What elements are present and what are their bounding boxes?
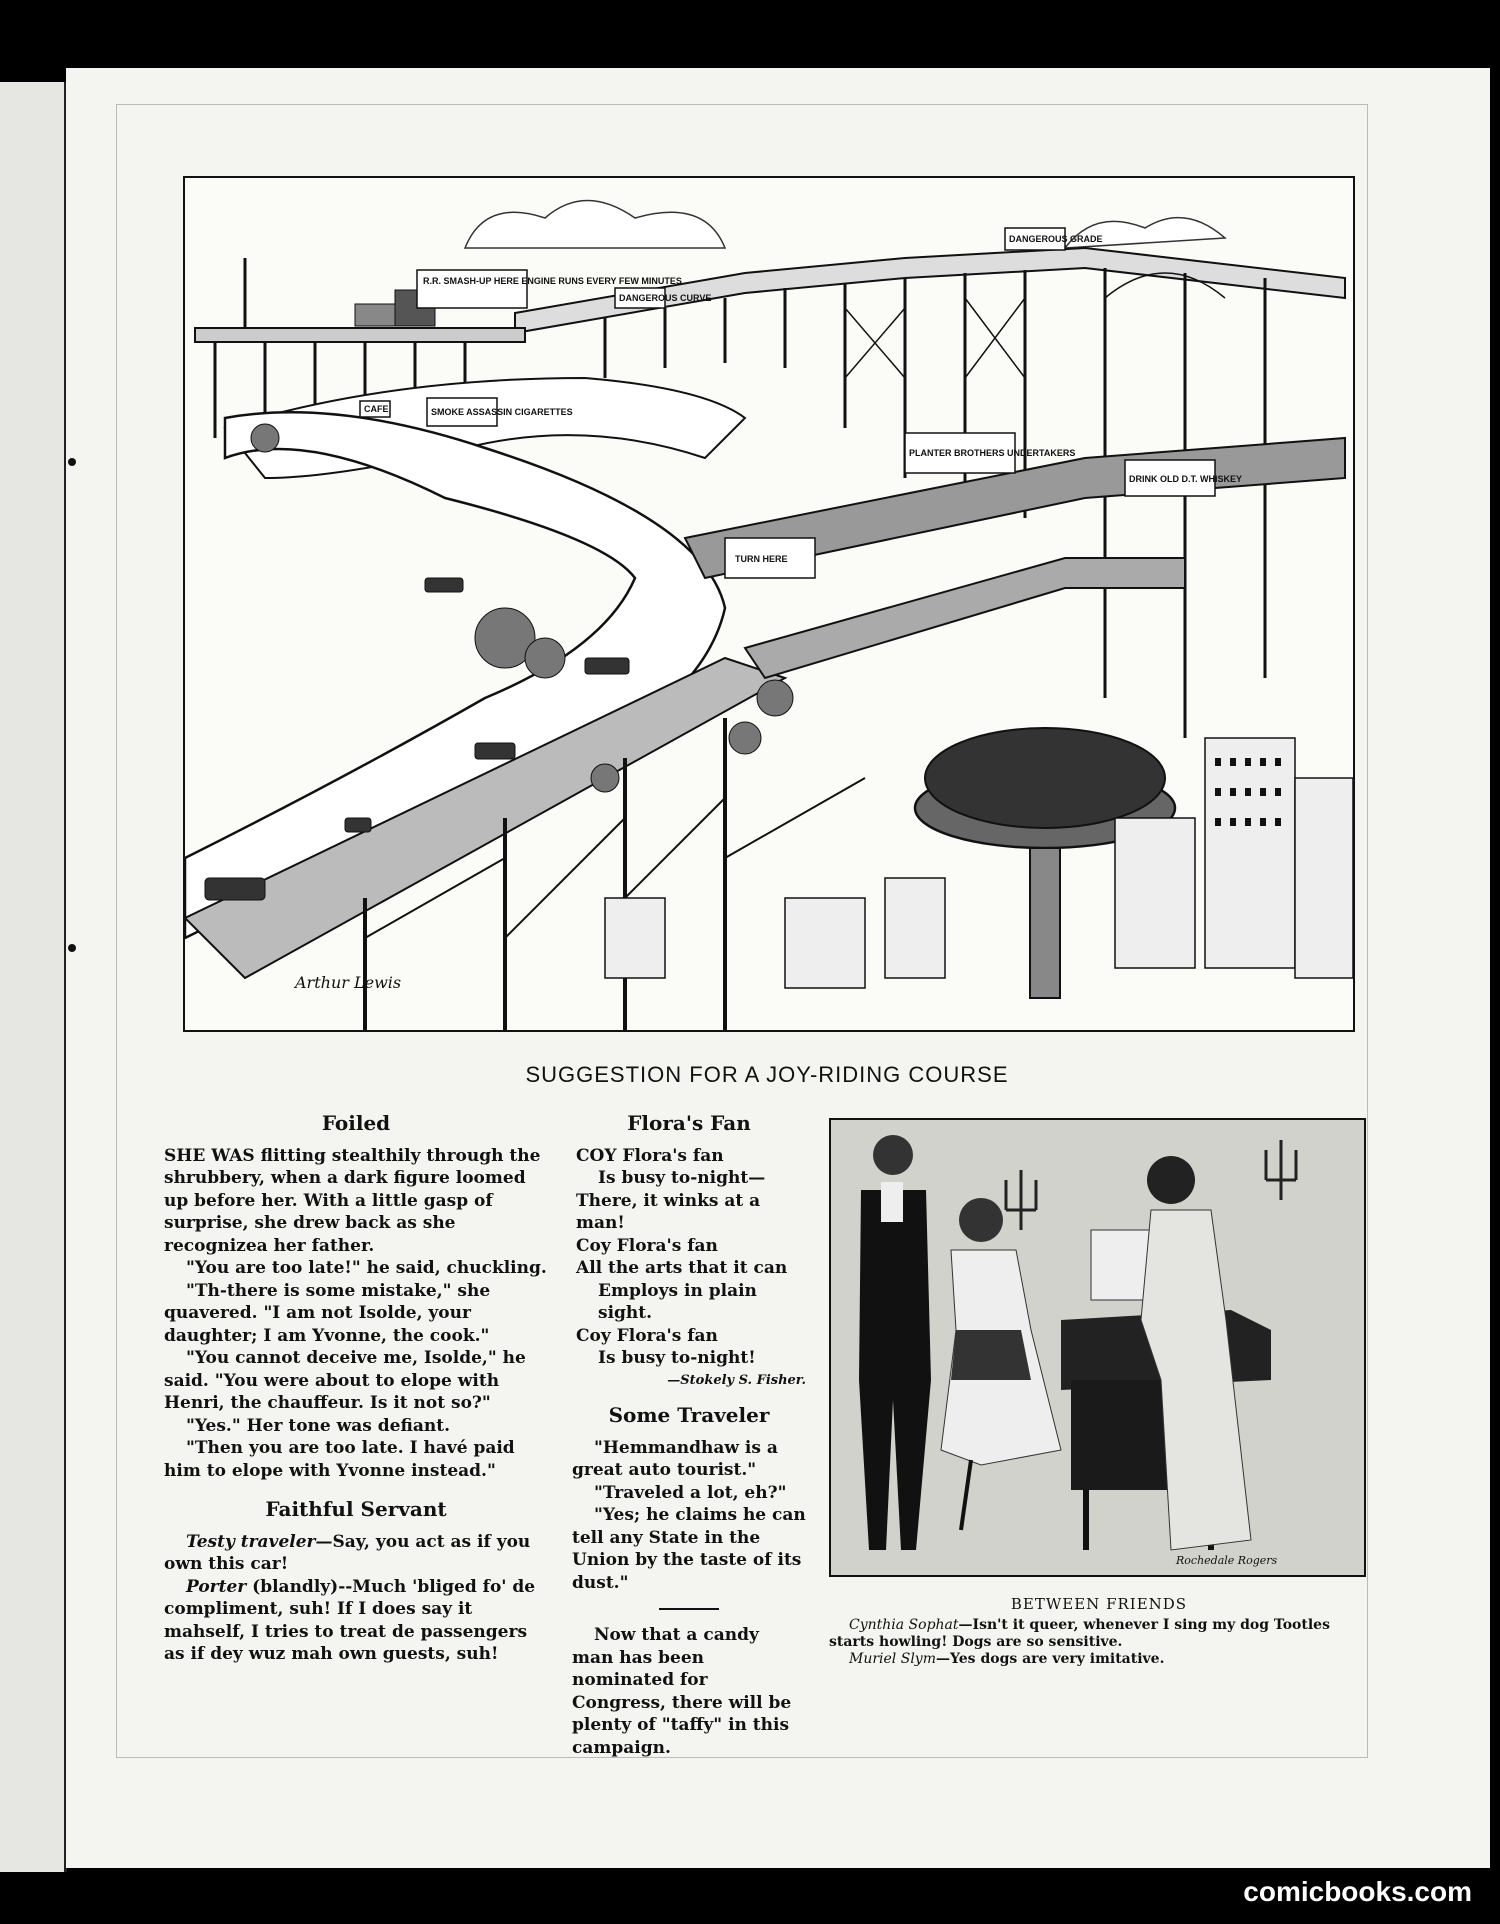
sign-dangerous-grade: DANGEROUS GRADE xyxy=(1009,234,1103,244)
column-left xyxy=(164,1112,548,1666)
poem-line: All the arts that it can xyxy=(576,1258,788,1278)
foiled-paragraph: "Yes." Her tone was defiant. xyxy=(186,1415,450,1436)
faithful-servant-line xyxy=(164,1576,548,1666)
poem-line: COY Flora's fan xyxy=(576,1145,724,1166)
poem-line: Is busy to-night! xyxy=(598,1348,756,1368)
joy-riding-course-illustration xyxy=(183,176,1355,1032)
site-watermark: comicbooks.com xyxy=(1243,1876,1472,1907)
between-friends-caption xyxy=(829,1596,1369,1668)
dialogue-text: —Yes dogs are very imitative. xyxy=(936,1651,1165,1667)
foiled-paragraph: "You are too late!" he said, chuckling. xyxy=(186,1258,547,1278)
binding-hole xyxy=(68,944,76,952)
sign-railroad: R.R. SMASH-UP HERE ENGINE RUNS EVERY FEW MINUTES xyxy=(423,276,682,286)
dialogue-text: (blandly)--Much 'bliged fo' de compliment, suh! If I does say it mahself, I tries to treat de passengers as if dey wuz mah own guests, suh! xyxy=(164,1576,536,1664)
sign-turn-here: TURN HERE xyxy=(735,554,788,564)
dialogue-text: —Isn't it queer, whenever I sing my dog Tootles starts howling! Dogs are so sensitive. xyxy=(829,1617,1330,1650)
sign-dangerous-curve: DANGEROUS CURVE xyxy=(619,293,712,303)
foiled-paragraph: SHE WAS flitting stealthily through the shrubbery, when a dark figure loomed up before her. With a little gasp of surprise, she drew back as she recognizea her father. xyxy=(164,1145,541,1256)
floras-fan-poem xyxy=(576,1145,806,1370)
foiled-title: Foiled xyxy=(321,1111,391,1135)
poem-line: Is busy to-night— xyxy=(598,1168,766,1188)
some-traveler-title: Some Traveler xyxy=(608,1403,770,1427)
binding-hole xyxy=(68,458,76,466)
foiled-paragraph: "Th-there is some mistake," she quavered. "I am not Isolde, your daughter; I am Yvonne, the cook." xyxy=(164,1280,491,1346)
poem-author: —Stokely S. Fisher. xyxy=(667,1372,806,1388)
some-traveler-paragraph: "Yes; he claims he can tell any State in the Union by the taste of its dust." xyxy=(572,1505,806,1593)
speaker-name: Muriel Slym xyxy=(849,1651,936,1667)
dialogue-text: —Say, you act as if you own this car! xyxy=(164,1531,531,1574)
some-traveler-paragraph: "Traveled a lot, eh?" xyxy=(594,1482,787,1503)
foiled-paragraph: "Then you are too late. I havé paid him to elope with Yvonne instead." xyxy=(164,1438,515,1481)
sign-undertakers: PLANTER BROTHERS UNDERTAKERS xyxy=(909,448,1076,458)
speaker-name: Testy traveler xyxy=(186,1531,316,1552)
poem-line: Coy Flora's fan xyxy=(576,1235,718,1256)
sign-whiskey: DRINK OLD D.T. WHISKEY xyxy=(1129,474,1243,484)
sign-cigarettes: SMOKE ASSASSIN CIGARETTES xyxy=(431,407,573,417)
speaker-name: Cynthia Sophat xyxy=(849,1617,959,1633)
column-middle xyxy=(572,1112,806,1759)
sign-cafe: CAFE xyxy=(364,404,389,414)
artist-signature: Arthur Lewis xyxy=(295,973,402,992)
poem-line: Coy Flora's fan xyxy=(576,1325,718,1346)
section-divider xyxy=(659,1608,719,1610)
floras-fan-title: Flora's Fan xyxy=(627,1111,751,1135)
some-traveler-paragraph: "Hemmandhaw is a great auto tourist." xyxy=(572,1437,778,1480)
candy-paragraph: Now that a candy man has been nominated for Congress, there will be plenty of "taffy" in this campaign. xyxy=(572,1625,792,1758)
faithful-servant-line xyxy=(164,1531,548,1576)
caption-line xyxy=(829,1651,1369,1668)
poem-line: Employs in plain sight. xyxy=(598,1280,757,1323)
between-friends-title: BETWEEN FRIENDS xyxy=(1010,1595,1188,1613)
photo-artist-signature: Rochedale Rogers xyxy=(1176,1554,1278,1567)
faithful-servant-title: Faithful Servant xyxy=(265,1497,447,1521)
facing-page-edge xyxy=(0,82,67,1872)
poem-line: There, it winks at a man! xyxy=(576,1190,761,1233)
between-friends-photo xyxy=(829,1118,1366,1577)
caption-line xyxy=(829,1617,1369,1651)
illustration-caption: SUGGESTION FOR A JOY-RIDING COURSE xyxy=(525,1062,1009,1087)
speaker-name: Porter xyxy=(186,1576,247,1597)
foiled-paragraph: "You cannot deceive me, Isolde," he said. "You were about to elope with Henri, the chauffeur. Is it not so?" xyxy=(164,1348,526,1413)
